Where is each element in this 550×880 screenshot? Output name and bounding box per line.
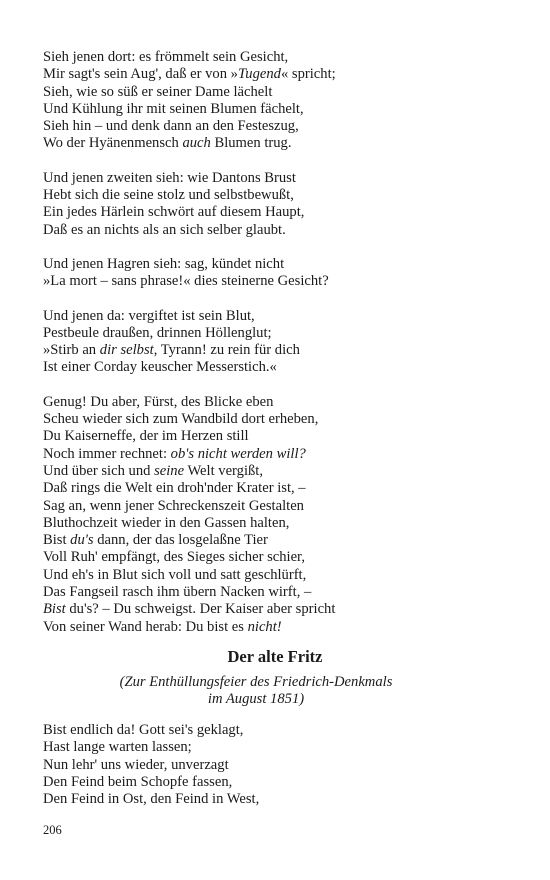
verse-line (43, 446, 513, 463)
verse-text: Daß rings die Welt ein droh'nder Krater ist, – (43, 480, 306, 497)
emphasis-text: auch (182, 135, 211, 152)
verse-text: Daß es an nichts als an sich selber glaubt. (43, 221, 286, 238)
verse-line (43, 308, 513, 325)
verse-text: Und jenen zweiten sieh: wie Dantons Brust (43, 169, 296, 186)
verse-text: Voll Ruh' empfängt, des Sieges sicher schier, (43, 549, 305, 566)
verse-line: Den Feind in Ost, den Feind in West, (43, 791, 260, 808)
verse-text: Ein jedes Härlein schwört auf diesem Haupt, (43, 204, 305, 221)
verse-text: Von seiner Wand herab: Du bist es (43, 618, 248, 635)
verse-text: Sieh jenen dort: es frömmelt sein Gesicht, (43, 49, 289, 65)
emphasis-text: du's (70, 532, 94, 549)
verse-line (43, 49, 513, 66)
verse-line (43, 428, 513, 445)
poem-title: Der alte Fritz (227, 647, 323, 666)
verse-text: Scheu wieder sich zum Wandbild dort erheben, (43, 411, 319, 428)
verse-line (43, 256, 513, 273)
verse-text: du's? – Du schweigst. Der Kaiser aber spricht (65, 601, 336, 618)
verse-text: Und eh's in Blut sich voll und satt geschlürft, (43, 566, 307, 583)
stanza (43, 308, 513, 377)
verse-text: Und jenen Hagren sieh: sag, kündet nicht (43, 255, 285, 272)
verse-line (43, 549, 513, 566)
verse-line (43, 532, 513, 549)
verse-text: Und Kühlung ihr mit seinen Blumen fächelt, (43, 100, 304, 117)
verse-line (43, 84, 513, 101)
verse-text: dann, der das losgelaßne Tier (93, 532, 268, 549)
verse-line (43, 135, 513, 152)
verse-line (43, 567, 513, 584)
verse-text: Welt vergißt, (184, 462, 264, 479)
subtitle-line: (Zur Enthüllungsfeier des Friedrich-Denkmals (119, 674, 393, 690)
verse-text: Mir sagt's sein Aug', daß er von » (43, 66, 238, 83)
verse-line: Den Feind beim Schopfe fassen, (43, 773, 233, 790)
verse-line (43, 515, 513, 532)
verse-text: Pestbeule draußen, drinnen Höllenglut; (43, 324, 272, 341)
verse-line (43, 273, 513, 290)
verse-line (43, 66, 513, 83)
verse-text: Sag an, wenn jener Schreckenszeit Gestalten (43, 497, 304, 514)
verse-line (43, 601, 513, 618)
verse-line: Bist endlich da! Gott sei's geklagt, (43, 722, 244, 738)
verse-text: Das Fangseil rasch ihm übern Nacken wirft, – (43, 584, 312, 601)
verse-line: Hast lange warten lassen; (43, 739, 192, 756)
verse-text: Du Kaiserneffe, der im Herzen still (43, 428, 249, 445)
emphasis-text: Bist (43, 601, 66, 618)
verse-text: Ist einer Corday keuscher Messerstich.« (43, 359, 277, 376)
verse-text: Sieh, wie so süß er seiner Dame lächelt (43, 83, 273, 100)
stanza (43, 170, 513, 239)
verse-text: « spricht; (280, 66, 336, 83)
verse-line (43, 411, 513, 428)
poem-body (43, 49, 513, 653)
verse-line: Nun lehr' uns wieder, unverzagt (43, 756, 229, 773)
verse-line (43, 584, 513, 601)
verse-text: Und über sich und (43, 462, 155, 479)
verse-line (43, 118, 513, 135)
verse-line (43, 170, 513, 187)
emphasis-text: dir selbst (99, 342, 154, 359)
verse-text: Sieh hin – und denk dann an den Festeszug, (43, 118, 299, 135)
emphasis-text: Tugend (237, 66, 281, 83)
verse-text: Hebt sich die seine stolz und selbstbewußt, (43, 187, 294, 204)
verse-text: Blumen trug. (210, 135, 292, 152)
verse-text: Bluthochzeit wieder in den Gassen halten, (43, 514, 290, 531)
emphasis-text: nicht! (247, 618, 282, 635)
verse-line (43, 325, 513, 342)
second-poem-body (43, 722, 513, 808)
verse-line (43, 101, 513, 118)
verse-line (43, 394, 513, 411)
verse-line (43, 619, 513, 636)
stanza (43, 394, 513, 636)
verse-line (43, 204, 513, 221)
verse-line (43, 342, 513, 359)
stanza (43, 49, 513, 153)
verse-line (43, 463, 513, 480)
verse-line (43, 222, 513, 239)
emphasis-text: seine (154, 462, 185, 479)
verse-text: »La mort – sans phrase!« dies steinerne Gesicht? (43, 273, 329, 290)
verse-line (43, 498, 513, 515)
verse-text: Noch immer rechnet: (43, 445, 171, 462)
verse-line (43, 187, 513, 204)
page-number: 206 (43, 823, 62, 837)
verse-text: »Stirb an (43, 342, 100, 359)
poem-subtitle (0, 674, 512, 708)
verse-text: Bist (43, 532, 71, 549)
subtitle-line: im August 1851) (207, 691, 305, 707)
verse-text: , Tyrann! zu rein für dich (153, 342, 300, 359)
verse-text: Genug! Du aber, Fürst, des Blicke eben (43, 393, 274, 410)
stanza (43, 256, 513, 291)
emphasis-text: ob's nicht werden will? (170, 445, 306, 462)
verse-text: Wo der Hyänenmensch (43, 135, 183, 152)
verse-line (43, 480, 513, 497)
verse-text: Und jenen da: vergiftet ist sein Blut, (43, 307, 255, 324)
verse-line (43, 359, 513, 376)
